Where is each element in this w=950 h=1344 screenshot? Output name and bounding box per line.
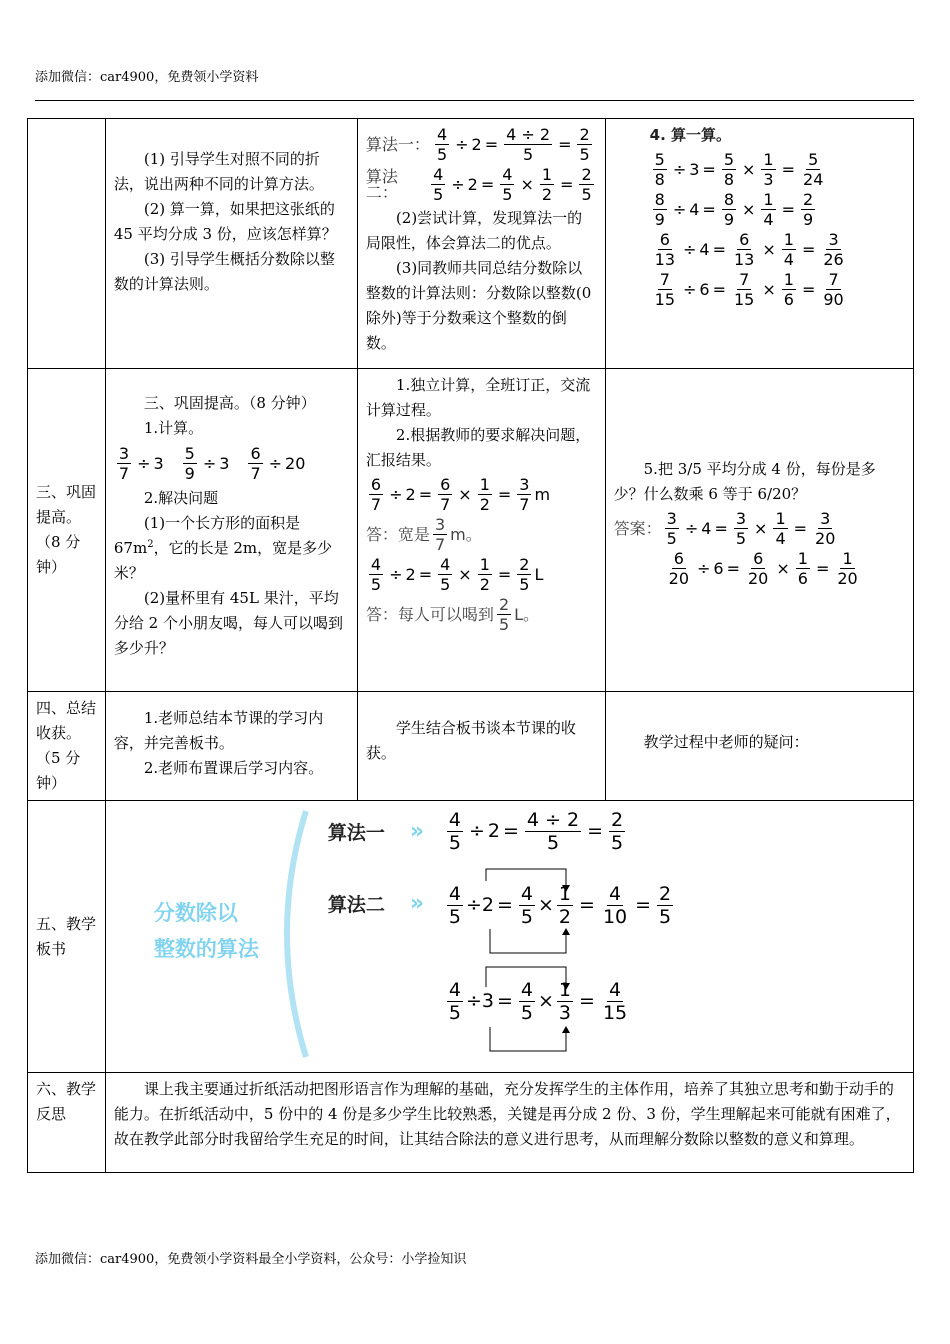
method-one-equation: 算法一： $\frac{4}{5}$ ÷ 2 = $\frac{4 \div 2}{5}$ = $\frac{2}{5}$ [365, 125, 590, 164]
exercise-5-answer-1: 答案： $\frac{3}{5}$ ÷ 4 = $\frac{3}{5}$ × $\frac{1}{4}$ = $\frac{3}{20}$ [613, 509, 836, 548]
row-consolidate [28, 369, 914, 692]
student-activity-cell [357, 119, 605, 369]
alg-two-chevron-icon: » [409, 891, 425, 916]
exercise-5-text: 5.把 3/5 平均分成 4 份，每份是多少？什么数乘 6 等于 6/20？ [613, 460, 876, 503]
board-title: 分数除以 整数的算法 [153, 901, 259, 961]
board-eq-2: $\frac{4}{5}$ ÷ 2 = $\frac{4}{5}$ × $\frac{1}{2}$ = $\frac{4}{10}$ = $\frac{2}{5}$ [448, 883, 672, 928]
board-cell [105, 801, 913, 1073]
teacher-question-note: 教学过程中老师的疑问： [643, 733, 809, 751]
teacher-consolidate-cell [105, 369, 357, 692]
consolidate-student-2: 2.根据教师的要求解决问题，汇报结果。 [365, 426, 591, 469]
stage-consolidate: 三、巩固提高。（8 分钟） [28, 369, 106, 692]
summary-teacher-1: 1.老师总结本节课的学习内容，并完善板书。 [113, 709, 324, 752]
alg-one-chevron-icon: » [409, 819, 425, 844]
calc-1: $\frac{5}{8}$ ÷ 3 = $\frac{5}{8}$ × $\frac{1}{3}$ = $\frac{5}{24}$ [654, 150, 824, 189]
juice-answer: 答：每人可以喝到 2 5 L。 [365, 595, 540, 634]
row-board [28, 801, 914, 1073]
width-answer: 答：宽是 3 7 m。 [365, 515, 482, 554]
consolidate-heading: 三、巩固提高。（8 分钟） [143, 394, 316, 412]
teacher-step-3: (3) 引导学生概括分数除以整数的计算法则。 [113, 250, 335, 293]
student-step-3: (3)同教师共同总结分数除以整数的计算法则：分数除以整数(0 除外)等于分数乘这个整数的倒数。 [365, 259, 592, 352]
calc-2: $\frac{8}{9}$ ÷ 4 = $\frac{8}{9}$ × $\frac{1}{4}$ = $\frac{2}{9}$ [654, 190, 814, 229]
page-footer: 添加微信：car4900，免费领小学资料最全小学资料，公众号：小学捡知识 [35, 1252, 467, 1267]
reflection-text: 课上我主要通过折纸活动把图形语言作为理解的基础，充分发挥学生的主体作用，培养了其独立思考和勤于动手的能力。在折纸活动中，5 份中的 4 份是多少学生比较熟悉，关键是再分成 2 份、3 份，学生理解起来可能就有困难了，故在教学此部分时我留给学生充足的时间，让其结合除法的意义进行思考，从而理解分数除以整数的意义和算理。 [113, 1080, 901, 1148]
student-consolidate-cell [357, 369, 605, 692]
row-new-teaching [28, 119, 914, 369]
summary-student: 学生结合板书谈本节课的收获。 [365, 719, 576, 762]
summary-teacher-2: 2.老师布置课后学习内容。 [143, 759, 324, 777]
board-eq-3: $\frac{4}{5}$ ÷ 3 = $\frac{4}{5}$ × $\frac{1}{3}$ = $\frac{4}{15}$ [448, 979, 628, 1024]
juice-equation: $\frac{4}{5}$ ÷ 2 = $\frac{4}{5}$ × $\frac{1}{2}$ = $\frac{2}{5}$ L [370, 555, 544, 594]
q2-b: (2)量杯里有 45L 果汁，平均分给 2 个小朋友喝，每人可以喝到多少升？ [113, 589, 343, 657]
calc-4: $\frac{7}{15}$ ÷ 6 = $\frac{7}{15}$ × $\frac{1}{6}$ = $\frac{7}{90}$ [654, 270, 844, 309]
row-reflection [28, 1073, 914, 1173]
answer-label: 答案： [613, 518, 662, 538]
exercise-5-answer-2: $\frac{6}{20}$ ÷ 6 = $\frac{6}{20}$ × $\frac{1}{6}$ = $\frac{1}{20}$ [668, 549, 858, 588]
board-eq-1: $\frac{4}{5}$ ÷ 2 = $\frac{4 \div 2}{5}$ = $\frac{2}{5}$ [448, 809, 624, 854]
exercise-cell [605, 119, 913, 369]
method-two-label: 算法二： [365, 166, 398, 202]
q2-a: (1)一个长方形的面积是 $67m^2$，它的长是 2m，宽是多少米？ [113, 514, 333, 582]
row-summary [28, 692, 914, 801]
lesson-table [27, 118, 914, 1173]
stage-summary: 四、总结收获。（5 分钟） [28, 692, 106, 801]
teacher-step-2: (2) 算一算，如果把这张纸的 45 平均分成 3 份，应该怎样算？ [113, 200, 337, 243]
note-cell [605, 692, 913, 801]
student-step-2: (2)尝试计算，发现算法一的局限性，体会算法二的优点。 [365, 209, 583, 252]
calc-3: $\frac{6}{13}$ ÷ 4 = $\frac{6}{13}$ × $\frac{1}{4}$ = $\frac{3}{26}$ [654, 230, 844, 269]
stage-cell-empty [28, 119, 106, 369]
alg-one-label: 算法一 [327, 822, 385, 844]
q2-label: 2.解决问题 [143, 489, 219, 507]
method-one-label: 算法一： [365, 134, 430, 154]
consolidate-student-1: 1.独立计算，全班订正，交流计算过程。 [365, 376, 591, 419]
page-header: 添加微信：car4900，免费领小学资料 [35, 70, 259, 85]
alg-two-label: 算法二 [327, 894, 385, 916]
q1-label: 1.计算。 [143, 419, 204, 437]
stage-board: 五、教学板书 [28, 801, 106, 1073]
student-summary-cell [357, 692, 605, 801]
teacher-summary-cell [105, 692, 357, 801]
teacher-step-1: (1) 引导学生对照不同的折法，说出两种不同的计算方法。 [113, 150, 324, 193]
reflection-cell [105, 1073, 913, 1173]
width-equation: $\frac{6}{7}$ ÷ 2 = $\frac{6}{7}$ × $\frac{1}{2}$ = $\frac{3}{7}$ m [370, 475, 551, 514]
q1-expressions: $\frac{3}{7}$ ÷ 3 $\frac{5}{9}$ ÷ 3 $\frac{6}{7}$ ÷ 20 [118, 444, 306, 483]
teacher-activity-cell [105, 119, 357, 369]
board-diagram [106, 801, 913, 1069]
stage-reflection: 六、教学反思 [28, 1073, 106, 1173]
board-arc [276, 803, 316, 1065]
header-rule [35, 100, 914, 101]
method-two-equation: 算法二： $\frac{4}{5}$ ÷ 2 = $\frac{4}{5}$ × $\frac{1}{2}$ = $\frac{2}{5}$ [365, 165, 592, 204]
exercise-5-cell [605, 369, 913, 692]
exercise-title: 4. 算一算。 [649, 126, 731, 144]
